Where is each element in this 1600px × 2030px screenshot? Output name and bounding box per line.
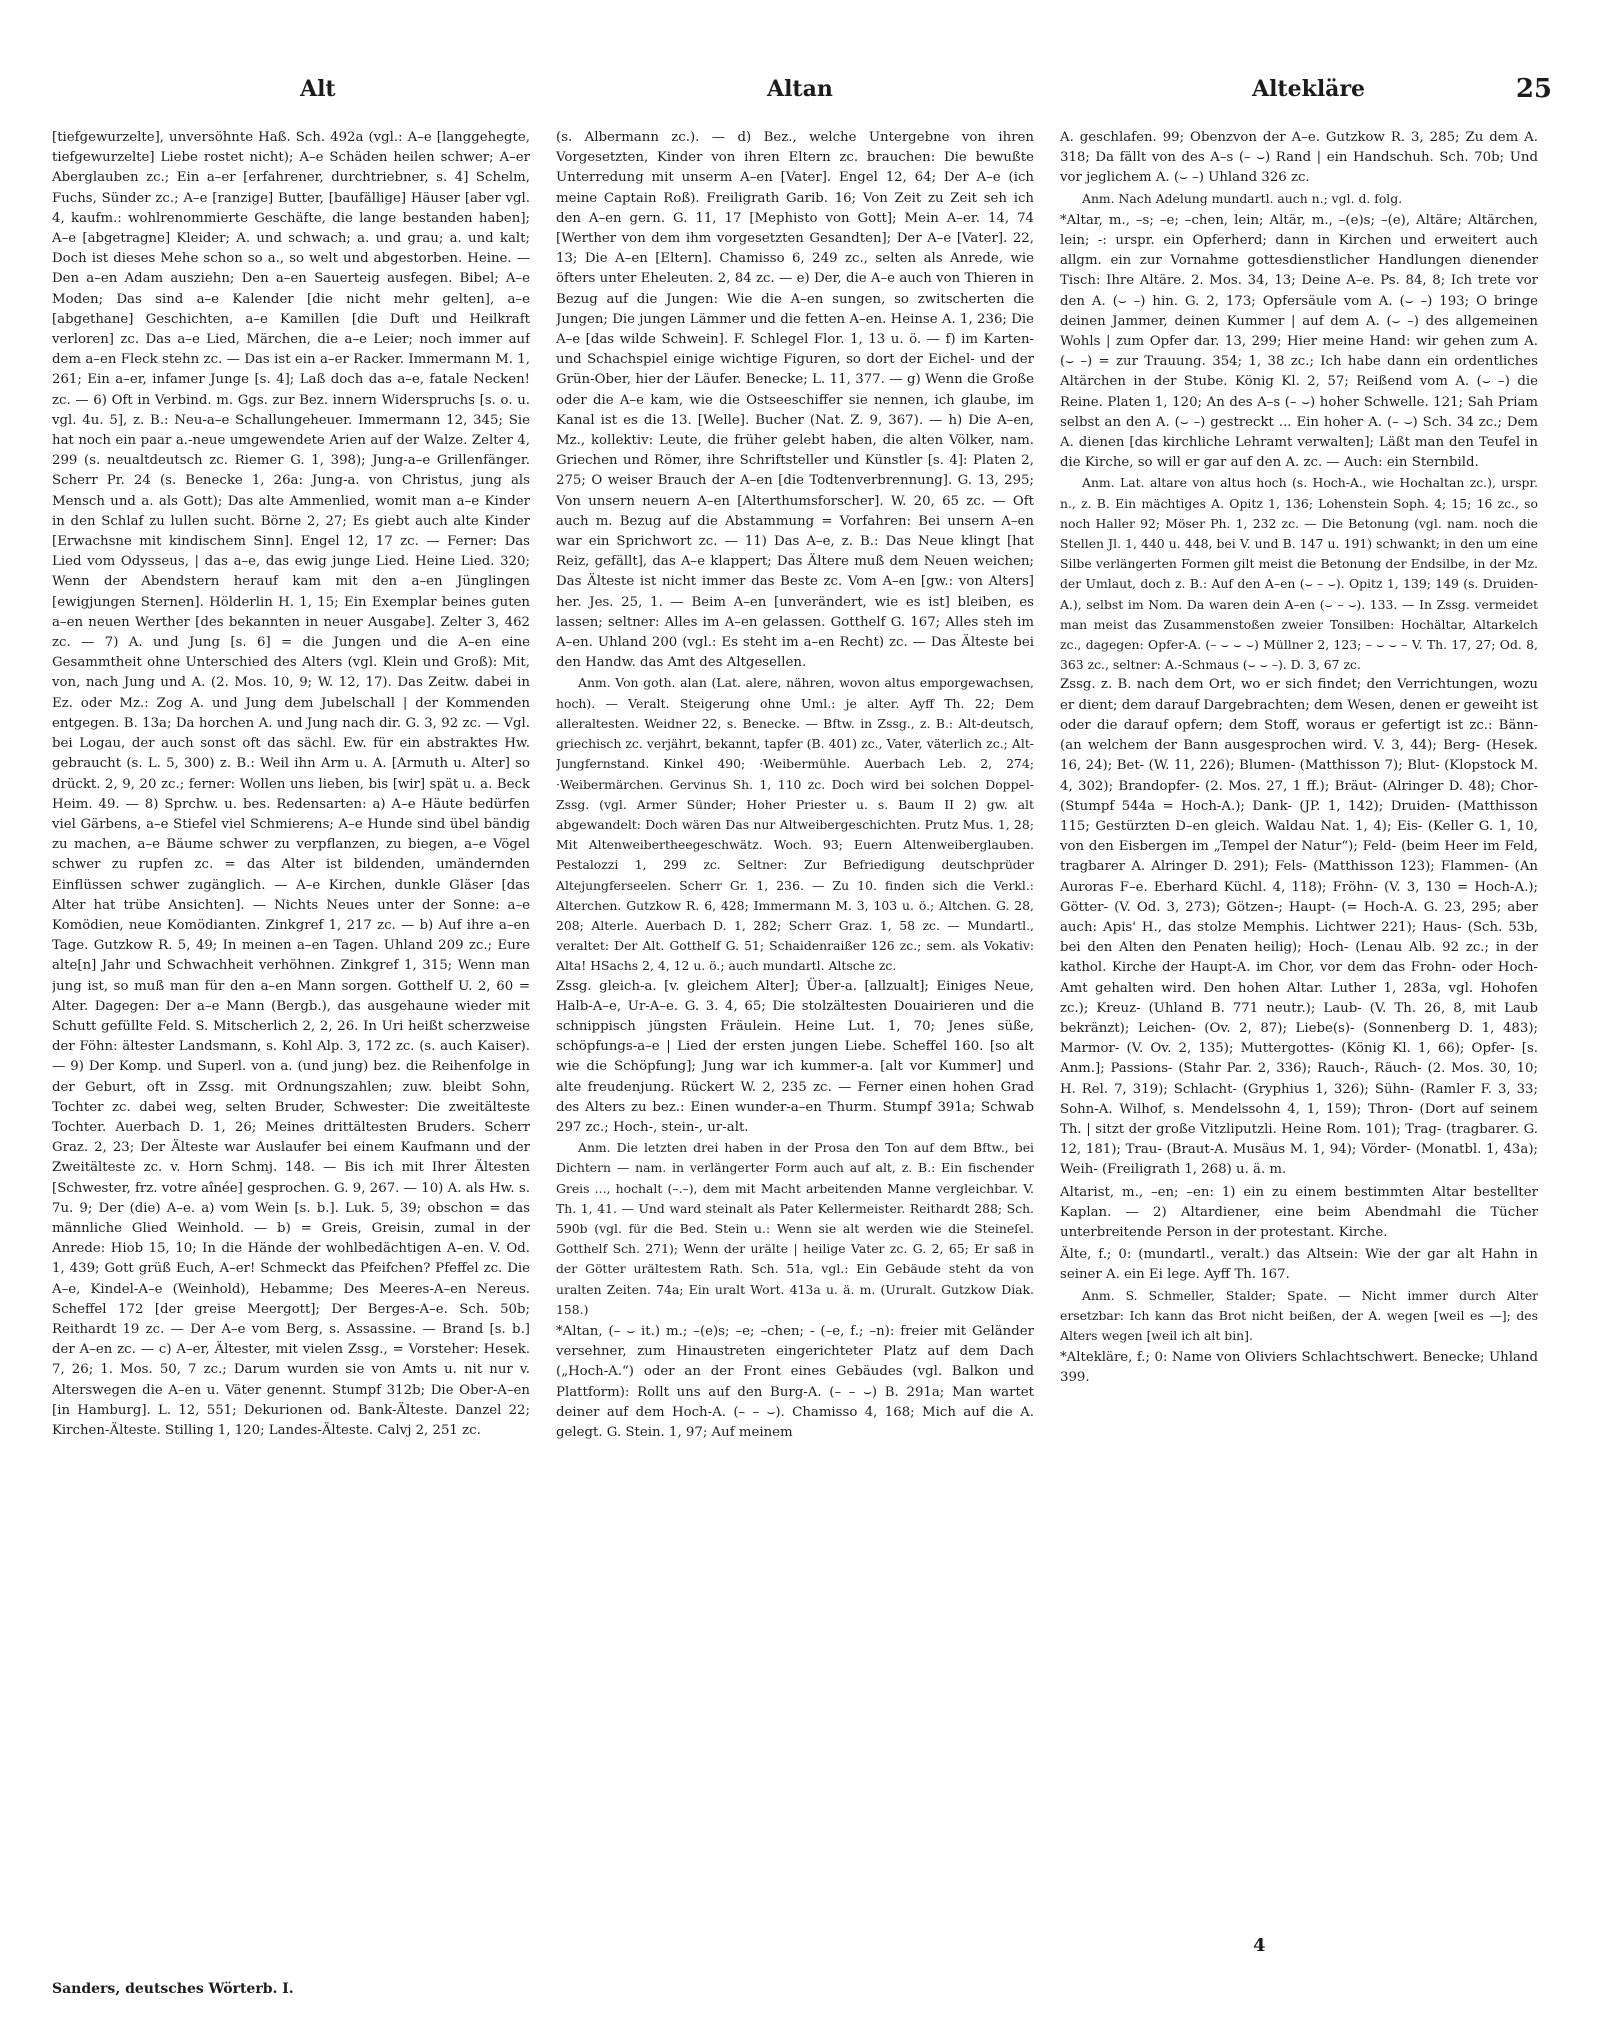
column-3-paragraph: A. geschlafen. 99; Obenzvon der A–e. Gutzkow R. 3, 285; Zu dem A. 318; Da fällt von des A–s (– ⌣) Rand | ein Handschuh. Sch. 70b; Und vor jeglichem A. (⌣ –) Uhland 326 zc.	[1060, 130, 1538, 186]
entry-alteklare: *Altekläre, f.; 0: Name von Oliviers Schlachtschwert. Benecke; Uhland 399.	[1060, 1350, 1538, 1386]
column-2-annotation: Anm. Die letzten drei haben in der Prosa den Ton auf dem Bftw., bei Dichtern — nam. in verlängerter Form auch auf alt, z. B.: Ein fischender Greis ..., hochalt (–.–), dem mit Macht arbeitenden Manne vergleichbar. V. Th. 1, 41. — Und ward steinalt als Pater Kellermeister. Reithardt 288; Sch. 590b (vgl. für die Bed. Stein u.: Wenn sie alt werden wie die Steineſel. Gotthelf Sch. 271); Wenn der urälte | heilige Vater zc. G. 2, 65; Er saß in der Götter urältestem Rath. Sch. 51a, vgl.: Ein Gebäude steht da von uralten Zeiten. 74a; Ein uralt Wort. 413a u. ä. m. (Ururalt. Gutzkow Diak. 158.)	[556, 1140, 1034, 1317]
column-2-paragraph: (s. Albermann zc.). — d) Bez., welche Untergebne von ihren Vorgesetzten, Kinder von ihren Eltern zc. brauchen: Die bewußte Unterredung mit unserm A–en [Vater]. Engel 12, 64; Der A–e (ich meine Captain Roß). Freiligrath Garib. 16; Von Zeit zu Zeit seh ich den A–en gern. G. 11, 17 [Mephisto von Gott]; Mein A–er. 14, 74 [Werther von dem ihm vorgesetzten Gesandten]; Der A–e [Vater]. 22, 13; Die A–en [Eltern]. Chamisso 6, 249 zc., selten als Anrede, wie öfters unter Eheleuten. 2, 84 zc. — e) Der, die A–e auch von Thieren in Bezug auf die Jungen: Wie die A–en sungen, so zwitscherten die Jungen; Die jungen Lämmer und die fetten A–en. Heinse A. 1, 236; Die A–e [das wilde Schwein]. F. Schlegel Flor. 1, 13 u. ö. — f) im Karten- und Schachspiel einige wichtige Figuren, so dort der Eichel- und der Grün-Ober, hier der Läufer. Benecke; L. 11, 377. — g) Wenn die Große oder die A–e kam, wie die Ostseeschiffer sie nennen, ich glaube, im Kanal ist es die 13. [Welle]. Bucher (Nat. Z. 9, 367). — h) Die A–en, Mz., kollektiv: Leute, die früher gelebt haben, die alten Völker, nam. Griechen und Römer, ihre Schriftsteller und Künstler [s. 4]: Platen 2, 275; O weiser Brauch der A–en [die Todtenverbrennung]. G. 13, 295; Von unsern neuern A–en [Alterthumsforscher]. W. 20, 65 zc. — Oft auch m. Bezug auf die Abstammung = Vorfahren: Bei unsern A–en war ein Sprichwort zc. — 11) Das A–e, z. B.: Das Neue klingt [hat Reiz, gefällt], das A–e klappert; Das Ältere muß dem Neuen weichen; Das Älteste ist nicht immer das Beste zc. Vom A–en [gw.: von Alters] her. Jes. 25, 1. — Beim A–en [unverändert, wie es ist] bleiben, es lassen; seltner: Alles im A–en gelassen. Gotthelf G. 167; Alles steh im A–en. Uhland 200 (vgl.: Es steht im a–en Recht) zc. — Das Älteste bei den Handw. das Amt des Altgesellen.	[556, 130, 1034, 671]
text-column-2	[556, 128, 1034, 1933]
text-column-3	[1060, 128, 1538, 1883]
running-header	[52, 70, 1552, 114]
page-number: 25	[1515, 74, 1552, 104]
footer-imprint: Sanders, deutsches Wörterb. I.	[52, 1981, 294, 1997]
printer-signature: 4	[1253, 1935, 1266, 1956]
header-right-keyword: Altekläre	[1252, 76, 1366, 102]
column-2-paragraph: Zssg. gleich-a. [v. gleichem Alter]; Über-a. [allzualt]; Einiges Neue, Halb-A–e, Ur-A–e. G. 3. 4, 65; Die stolzältesten Douairieren und die schnippisch jüngsten Fräulein. Heine Lut. 1, 70; Jenes süße, schöpfungs-a–e | Lied der ersten jungen Liebe. Scheffel 160. [so alt wie die Schöpfung]; Jung war ich kummer-a. [alt vor Kummer] und alte freudenjung. Rückert W. 2, 235 zc. — Ferner einen hohen Grad des Alters zu bez.: Einen wunder-a–en Thurm. Stumpf 391a; Schwab 297 zc.; Hoch-, stein-, ur-alt.	[556, 978, 1034, 1135]
column-1-paragraph: [tiefgewurzelte], unversöhnte Haß. Sch. 492a (vgl.: A–e [langgehegte, tiefgewurzelte] Liebe rostet nicht); A–e Schäden heilen schwer; A–er Aberglauben zc.; Ein a–er [erfahrener, durchtriebner, s. 4] Schelm, Fuchs, Sünder zc.; A–e [ranzige] Butter, [baufällige] Häuser [aber vgl. 4, kaufm.: wohlrenommierte Geschäfte, die lange bestanden haben]; A–e [abgetragne] Kleider; A. und schwach; a. und grau; a. und kalt; Doch ist dieses Mehe schon so a., so welt und abgestorben. Heine. — Den a–en Adam ausziehn; Den a–en Sauerteig ausfegen. Bibel; A–e Moden; Das sind a–e Kalender [die nicht mehr gelten], a–e [abgethane] Geschichten, a–e Kamillen [die Duft und Heilkraft verloren] zc. Das a–e Lied, Märchen, die a–e Leier; noch immer auf dem a–en Fleck stehn zc. — Das ist ein a–er Racker. Immermann M. 1, 261; Ein a–er, infamer Junge [s. 4]; Laß doch das a–e, fatale Necken! zc. — 6) Oft in Verbind. m. Ggs. zur Bez. innern Widerspruchs [s. o. u. vgl. 4u. 5], z. B.: Neu-a–e Schallungeheuer. Immermann 12, 345; Sie hat noch ein paar a.-neue umgewendete Arien auf der Walze. Zelter 4, 299 (s. neualtdeutsch zc. Riemer G. 1, 398); Jung-a–e Grillenfänger. Scherr Pr. 24 (s. Benecke 1, 26a: Jung-a. von Christus, jung als Mensch und a. als Gott); Das alte Ammenlied, womit man a–e Kinder in den Schlaf zu lullen sucht. Börne 2, 27; Es giebt auch alte Kinder [Erwachsne mit kindischem Sinn]. Engel 12, 17 zc. — Ferner: Das Lied vom Odysseus, | das a–e, das ewig junge Lied. Heine Lied. 320; Wenn der Abendstern herauf kam mit den a–en Jünglingen [ewigjungen Sternen]. Hölderlin H. 1, 15; Ein Exemplar beines guten a–en neuen Werther [des bekannten in neuer Ausgabe]. Zelter 3, 462 zc. — 7) A. und Jung [s. 6] = die Jungen und die A–en eine Gesammtheit ohne Unterschied des Alters (vgl. Klein und Groß): Mit, von, nach Jung und A. (2. Mos. 10, 9; W. 12, 17). Das Zeitw. dabei in Ez. oder Mz.: Zog A. und Jung dem Jubelschall | der Kommenden entgegen. B. 13a; Da horchen A. und Jung nach dir. G. 3, 92 zc. — Vgl. bei Logau, der auch sonst oft das sächl. Ew. für ein abstraktes Hw. gebraucht (s. L. 5, 300) z. B.: Weil ihn Arm u. A. [Armuth u. Alter] so drückt. 2, 9, 20 zc.; ferner: Wollen uns lieben, bis [wir] spät u. a. Beck Heim. 49. — 8) Sprchw. u. bes. Redensarten: a) A–e Häute bedürfen viel Gärbens, a–e Stiefel viel Schmierens; A–e Hunde sind übel bändig zu machen, a–e Bäume schwer zu verpflanzen, zu biegen, a–e Vögel schwer zu rupfen zc. = das Alter ist bildenden, umändernden Einflüssen schwer zugänglich. — A–e Kirchen, dunkle Gläser [das Alter hat trübe Ansichten]. — Nichts Neues unter der Sonne: a–e Komödien, neue Komödianten. Zinkgref 1, 217 zc. — b) Auf ihre a–en Tage. Gutzkow R. 5, 49; In meinen a–en Tagen. Uhland 209 zc.; Eure alte[n] Jahr und Schwachheit verhöhnen. Zinkgref 1, 315; Wenn man jung ist, so muß man für den a–en Mann sorgen. Gotthelf U. 2, 60 = Alter. Dagegen: Der a–e Mann (Bergb.), das ausgehaune wieder mit Schutt gefüllte Feld. S. Mitscherlich 2, 2, 26. In Uri heißt scherzweise der Föhn: ältester Landsmann, s. Kohl Alp. 3, 172 zc. (s. auch Kaiser). — 9) Der Komp. und Superl. von a. (und jung) bez. die Reihenfolge in der Geburt, oft in Zssg. mit Ordnungszahlen; zuw. bleibt Sohn, Tochter zc. dabei weg, selten Bruder, Schwester: Die zweitälteste Tochter. Auerbach D. 1, 26; Meines drittältesten Bruders. Scherr Graz. 2, 23; Der Älteste war Auslaufer bei einem Kaufmann und der Zweitälteste zc. v. Horn Schmj. 148. — Bis ich mit Ihrer Ältesten [Schwester, frz. votre aînée] gesprochen. G. 9, 267. — 10) A. als Hw. s. 7u. 9; Der (die) A–e. a) vom Wein [s. b.]. Luk. 5, 39; obschon = das männliche Glied Weinhold. — b) = Greis, Greisin, zumal in der Anrede: Hiob 15, 10; In die Hände der wohlbedächtigen A–en. V. Od. 1, 439; Gott grüß Euch, A–er! Schmeckt das Pfeifchen? Pfeffel zc. Die A–e, Kindel-A–e (Weinhold), Hebamme; Des Meeres-A–en Nereus. Scheffel 172 [der greise Meergott]; Der Berges-A–e. Sch. 50b; Reithardt 19 zc. — Der A–e vom Berg, s. Assassine. — Brand [s. b.] der A–en zc. — c) A–er, Ältester, mit vielen Zssg., = Vorsteher: Hesek. 7, 26; 1. Mos. 50, 7 zc.; Darum wurden sie von Amts u. nit nur v. Alterswegen die A–en u. Väter genennt. Stumpf 312b; Die Ober-A–en [in Hamburg]. L. 12, 551; Dekurionen od. Bank-Älteste. Danzel 22; Kirchen-Älteste. Stilling 1, 120; Landes-Älteste. Calvj 2, 251 zc.	[52, 130, 530, 1438]
header-left-keyword: Alt	[300, 76, 336, 102]
entry-alte: Älte, f.; 0: (mundartl., veralt.) das Altsein: Wie der gar alt Hahn in seiner A. ein Ei lege. Ayff Th. 167.	[1060, 1247, 1538, 1283]
column-3-annotation: Anm. Lat. altare von altus hoch (s. Hoch-A., wie Hochaltan zc.), urspr. n., z. B. Ein mächtiges A. Opitz 1, 136; Lohenstein Soph. 4; 15; 16 zc., so noch Haller 92; Möser Ph. 1, 232 zc. — Die Betonung (vgl. nam. noch die Stellen Jl. 1, 440 u. 448, bei V. und B. 147 u. 191) schwankt; in den um eine Silbe verlängerten Formen gilt meist die Betonung der Endsilbe, in der Mz. der Umlaut, doch z. B.: Auf den A–en (⌣ – ⌣). Opitz 1, 139; 149 (s. Druiden-A.), selbst im Nom. Da waren dein A–en (⌣ – ⌣). 133. — In Zssg. vermeidet man meist das Zusammenstoßen zweier Tonsilben: Hochältar, Altarkelch zc., dagegen: Opfer-A. (– ⌣ ⌣ ⌣) Müllner 2, 123; – ⌣ ⌣ – V. Th. 17, 27; Od. 8, 363 zc., seltner: A.-Schmaus (⌣ ⌣ –). D. 3, 67 zc.	[1060, 475, 1538, 673]
entry-altarist: Altarist, m., –en; –en: 1) ein zu einem bestimmten Altar bestellter Kaplan. — 2) Altardiener, eine beim Abendmahl die Tücher unterbreitende Person in der protestant. Kirche.	[1060, 1184, 1538, 1240]
column-3-paragraph: Zssg. z. B. nach dem Ort, wo er sich findet; den Verrichtungen, wozu er dient; dem darauf Dargebrachten; dem Wesen, denen er geweiht ist oder die darauf opfern; dem Stoff, woraus er gefertigt ist zc.: Bänn- (an welchem der Bann ausgesprochen wird. V. 3, 44); Berg- (Hesek. 16, 24); Bet- (W. 11, 226); Blumen- (Matthisson 7); Blut- (Klopstock M. 4, 302); Brandopfer- (2. Mos. 27, 1 ff.); Bräut- (Alringer D. 48); Chor- (Stumpf 544a = Hoch-A.); Dank- (JP. 1, 142); Druiden- (Matthisson 115; Gestürzten D–en gleich. Waldau Nat. 1, 4); Eis- (Keller G. 1, 10, von den Eisbergen im „Tempel der Natur“); Feld- (beim Heer im Feld, tragbarer A. Alringer D. 291); Fels- (Matthisson 123); Flammen- (An Auroras F–e. Eberhard Küchl. 4, 118); Fröhn- (V. 3, 130 = Hoch-A.); Götter- (V. Od. 3, 273); Götzen-; Haupt- (= Hoch-A. G. 23, 295; aber auch: Apis' H., das stolze Memphis. Lichtwer 221); Haus- (Sch. 53b, bei den Alten den Penaten heilig); Hoch- (Lenau Alb. 92 zc.; in der kathol. Kirche der Haupt-A. im Chor, vor dem das Frohn- oder Hoch-Amt gehalten wird. Den hohen Altar. Luther 1, 283a, vgl. Hohofen zc.); Kreuz- (Uhland B. 771 neutr.); Laub- (V. Th. 26, 8, mit Laub bekränzt); Leichen- (Ov. 2, 87); Liebe(s)- (Sonnenberg D. 1, 483); Marmor- (V. Ov. 2, 135); Muttergottes- (König Kl. 1, 66); Opfer- [s. Anm.]; Passions- (Stahr Par. 2, 336); Rauch-, Räuch- (2. Mos. 30, 10; H. Rel. 7, 319); Schlacht- (Gryphius 1, 326); Sühn- (Ramler F. 3, 33; Sohn-A. Wilhof, s. Mendelssohn 4, 1, 159); Thron- (Dort auf seinem Th. | sitzt der große Vitzliputzli. Heine Rom. 101); Trag- (tragbarer. G. 12, 181); Trau- (Braut-A. Musäus M. 1, 94); Vörder- (Monatbl. 1, 43a); Weih- (Freiligrath 1, 268) u. ä. m.	[1060, 677, 1538, 1178]
column-3-annotation: Anm. S. Schmeller, Stalder; Spate. — Nicht immer durch Alter ersetzbar: Ich kann das Brot nicht beißen, der A. wegen [weil es —]; des Alters wegen [weil ich alt bin].	[1060, 1287, 1538, 1343]
column-3-annotation: Anm. Nach Adelung mundartl. auch n.; vgl. d. folg.	[1082, 190, 1403, 206]
entry-altar: *Altar, m., –s; –e; –chen, lein; Altär, m., –(e)s; –(e), Altäre; Altärchen, lein; -: urspr. ein Opferherd; dann in Kirchen und erweitert auch allgm. ein zur Vornahme gottesdienstlicher Handlungen dienender Tisch: Ihre Altäre. 2. Mos. 34, 13; Deine A–e. Ps. 84, 8; Ich trete vor den A. (⌣ –) hin. G. 2, 173; Opfersäule vom A. (⌣ –) 193; O bringe deinen Jammer, deinen Kummer | auf dem A. (⌣ –) des allgemeinen Wohls | zum Opfer dar. 13, 299; Hier meine Hand: wir gehen zum A. (⌣ –) = zur Trauung. 354; 1, 38 zc.; Ich habe dann ein ordentliches Altärchen in der Stube. König Kl. 2, 57; Reißend vom A. (⌣ –) die Reine. Platen 1, 120; An des A–s (– ⌣) hoher Schwelle. 121; Sah Priam selbst an den A. (⌣ –) gestreckt ... Ein hoher A. (– ⌣) Sch. 34 zc.; Dem A. dienen [das kirchliche Lehramt verwalten]; Läßt man den Teufel in die Kirche, so will er gar auf den A. zc. — Auch: ein Sternbild.	[1060, 212, 1538, 471]
header-center-keyword: Altan	[767, 76, 833, 102]
text-column-1	[52, 128, 530, 1968]
column-2-annotation: Anm. Von goth. alan (Lat. alere, nähren, wovon altus emporgewachsen, hoch). — Veralt. Steigerung ohne Uml.: je alter. Ayff Th. 22; Dem alleraltesten. Weidner 22, s. Benecke. — Bftw. in Zssg., z. B.: Alt-deutsch, griechisch zc. verjährt, bekannt, tapfer (B. 401) zc., Vater, väterlich zc.; Alt-Jungfernstand. Kinkel 490; ·Weibermühle. Auerbach Leb. 2, 274; ·Weibermärchen. Gervinus Sh. 1, 110 zc. Doch wird bei solchen Doppel-Zssg. (vgl. Armer Sünder; Hoher Priester u. s. Baum II 2) gw. alt abgewandelt: Doch wären Das nur Altweibergeschichten. Prutz Mus. 1, 28; Mit Altenweibertheegeschwätz. Woch. 93; Euern Altenweiberglauben. Pestalozzi 1, 299 zc. Seltner: Zur Befriedigung deutschprüder Altejungferseelen. Scherr Gr. 1, 236. — Zu 10. finden sich die Verkl.: Alterchen. Gutzkow R. 6, 428; Immermann M. 3, 103 u. ö.; Altchen. G. 28, 208; Alterle. Auerbach D. 1, 282; Scherr Graz. 1, 58 zc. — Mundartl., veraltet: Der Alt. Gotthelf G. 51; Schaidenraißer 126 zc.; sem. als Vokativ: Alta! HSachs 2, 4, 12 u. ö.; auch mundartl. Altsche zc.	[556, 675, 1034, 974]
entry-altan: *Altan, (– ⌣ it.) m.; –(e)s; –e; –chen; - (–e, f.; –n): freier mit Geländer versehner, zum Hinaustreten eingerichteter Platz auf dem Dach („Hoch-A.“) oder an der Front eines Gebäudes (vgl. Balkon und Plattform): Rollt uns auf den Burg-A. (– – ⌣) B. 291a; Man wartet deiner auf dem Hoch-A. (– – ⌣). Chamisso 4, 168; Mich auf die A. gelegt. G. Stein. 1, 97; Auf meinem	[556, 1323, 1034, 1440]
